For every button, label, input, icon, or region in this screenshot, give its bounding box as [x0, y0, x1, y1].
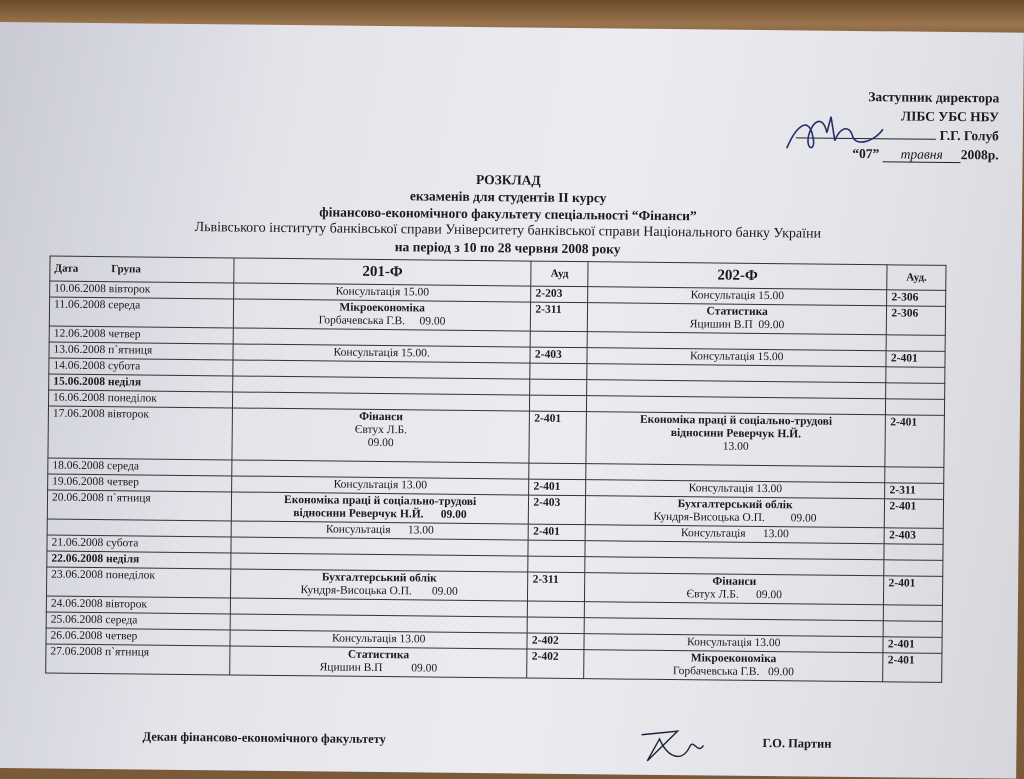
- cell-line: Консультація 13.00: [325, 523, 434, 537]
- header-aud-2: Ауд.: [887, 265, 946, 291]
- cell-aud-1: [528, 617, 585, 634]
- cell-aud-1: 2-402: [527, 633, 584, 650]
- cell-line: Економіка праці й соціально-трудові: [639, 413, 833, 428]
- cell-date: 18.06.2008 середа: [48, 458, 232, 476]
- cell-line: Бухгалтерський облік: [321, 571, 437, 585]
- cell-aud-1: [530, 379, 587, 396]
- cell-date: 16.06.2008 понеділок: [48, 390, 232, 408]
- cell-aud-1: 2-203: [531, 286, 588, 303]
- cell-group-201: [231, 492, 529, 524]
- cell-aud-2: [884, 621, 943, 638]
- cell-aud-2: [886, 383, 945, 400]
- cell-aud-2: [884, 544, 943, 561]
- cell-group-201: [233, 299, 531, 331]
- cell-line: Мікроекономіка: [339, 301, 426, 315]
- cell-aud-2: [884, 560, 943, 577]
- heading-line-5: на період з 10 по 28 червня 2008 року: [394, 239, 621, 257]
- cell-date: 10.06.2008 вівторок: [50, 281, 234, 299]
- header-group-202: 202-Ф: [588, 262, 888, 290]
- cell-date: 24.06.2008 вівторок: [46, 596, 230, 614]
- cell-line: Консультація 13.00: [333, 478, 428, 492]
- cell-aud-2: [887, 335, 946, 352]
- cell-aud-1: [528, 540, 585, 557]
- cell-line: Мікроекономіка: [690, 652, 777, 666]
- document-page: [0, 22, 1024, 779]
- cell-line: Консультація 13.00: [688, 482, 783, 496]
- cell-aud-2: [886, 399, 945, 416]
- document-title: РОЗКЛАД: [475, 171, 541, 188]
- dean-name: Г.О. Партин: [762, 736, 832, 751]
- cell-line: Фінанси: [712, 575, 757, 588]
- handwritten-signature: [779, 106, 890, 157]
- cell-aud-1: 2-402: [527, 649, 584, 679]
- cell-line: Консультація 15.00: [689, 350, 784, 364]
- cell-aud-2: [884, 605, 943, 622]
- cell-line: Яцишин В.П 09.00: [319, 661, 438, 675]
- cell-date: 23.06.2008 понеділок: [46, 567, 230, 598]
- cell-line: відносини Реверчук Н.Й. 09.00: [293, 507, 467, 521]
- cell-date: 17.06.2008 вівторок: [48, 406, 232, 460]
- cell-line: Економіка праці й соціально-трудові: [284, 494, 477, 509]
- cell-date: 20.06.2008 п`ятниця: [47, 490, 231, 521]
- cell-aud-1: 2-403: [529, 495, 586, 525]
- cell-line: Консультація 15.00: [335, 285, 430, 299]
- cell-line: Консультація 13.00: [680, 527, 789, 541]
- footer-signature: [142, 729, 863, 751]
- cell-line: Бухгалтерський облік: [677, 498, 793, 512]
- header-group-201: 201-Ф: [234, 258, 532, 286]
- cell-line: Горбачевська Г.В. 09.00: [672, 665, 794, 679]
- cell-aud-2: 2-401: [885, 499, 944, 529]
- approval-position: Заступник директора: [868, 89, 1000, 106]
- cell-aud-2: 2-401: [883, 637, 942, 654]
- cell-line: Фінанси: [359, 410, 403, 424]
- exam-schedule-table: [45, 256, 946, 683]
- cell-aud-1: [528, 556, 585, 573]
- dean-signature: [637, 727, 707, 768]
- cell-group-201: [232, 408, 530, 463]
- approval-date-month: травня: [883, 146, 961, 163]
- cell-group-202: [585, 496, 885, 528]
- cell-date: 25.06.2008 середа: [46, 612, 230, 630]
- cell-group-202: [586, 412, 886, 467]
- heading-line-2: екзаменів для студентів ІІ курсу: [409, 188, 607, 206]
- cell-aud-1: 2-311: [528, 572, 585, 602]
- cell-aud-2: 2-311: [885, 483, 944, 500]
- cell-aud-1: 2-403: [530, 347, 587, 364]
- cell-line: Євтух Л.Б. 09.00: [686, 588, 782, 602]
- heading-line-3: фінансово-економічного факультету спеціальності “Фінанси”: [319, 204, 697, 224]
- cell-date: 27.06.2008 п`ятниця: [46, 644, 230, 675]
- cell-date: 14.06.2008 субота: [49, 358, 233, 376]
- cell-aud-2: 2-401: [886, 351, 945, 368]
- cell-aud-1: [531, 331, 588, 348]
- cell-date: 15.06.2008 неділя: [49, 374, 233, 392]
- cell-line: Яцишин В.П 09.00: [689, 318, 785, 332]
- cell-aud-2: 2-401: [884, 576, 943, 606]
- cell-line: Горбачевська Г.В. 09.00: [318, 314, 446, 328]
- cell-aud-2: [885, 467, 944, 484]
- cell-group-202: [584, 573, 884, 605]
- cell-date: 19.06.2008 четвер: [48, 474, 232, 492]
- table-body: [46, 281, 946, 682]
- approval-name: Г.Г. Голуб: [939, 127, 999, 144]
- document-heading: [68, 167, 949, 261]
- cell-line: 09.00: [367, 436, 394, 450]
- cell-date: 11.06.2008 середа: [49, 297, 233, 328]
- cell-date: 22.06.2008 неділя: [47, 551, 231, 569]
- cell-aud-2: 2-306: [887, 290, 946, 307]
- cell-group-202: [584, 650, 884, 682]
- cell-line: Консультація 13.00: [686, 636, 781, 650]
- cell-line: Кундря-Висоцька О.П. 09.00: [653, 510, 817, 525]
- cell-group-201: [230, 646, 528, 678]
- cell-date: 12.06.2008 четвер: [49, 326, 233, 344]
- cell-aud-1: 2-311: [531, 302, 588, 332]
- cell-group-201: [230, 569, 528, 601]
- cell-aud-1: [529, 463, 586, 480]
- header-date-group: Дата Група: [50, 256, 234, 283]
- dean-title: Декан фінансово-економічного факультету: [142, 729, 387, 747]
- approval-institution: ЛІБС УБС НБУ: [900, 108, 1000, 125]
- cell-date: 13.06.2008 п`ятниця: [49, 342, 233, 360]
- header-aud-1: Ауд: [531, 261, 588, 287]
- cell-aud-2: 2-401: [883, 653, 942, 683]
- cell-group-202: [587, 303, 887, 335]
- cell-line: Консультація 13.00: [331, 632, 426, 646]
- table-row: [48, 406, 944, 467]
- cell-aud-2: 2-403: [885, 528, 944, 545]
- cell-aud-2: 2-306: [887, 306, 946, 336]
- cell-line: Статистика: [706, 305, 768, 319]
- cell-line: Консультація 15.00.: [333, 346, 430, 360]
- cell-line: 13.00: [722, 440, 749, 453]
- cell-line: Євтух Л.Б.: [354, 423, 408, 437]
- approval-block: [739, 86, 1000, 165]
- cell-line: Статистика: [347, 648, 410, 662]
- cell-aud-2: 2-401: [885, 415, 944, 468]
- cell-date: [47, 519, 231, 537]
- cell-date: 21.06.2008 субота: [47, 535, 231, 553]
- cell-aud-1: [530, 395, 587, 412]
- cell-aud-1: 2-401: [529, 479, 586, 496]
- cell-aud-2: [886, 367, 945, 384]
- approval-date-day: “07”: [852, 145, 880, 162]
- cell-aud-1: [530, 363, 587, 380]
- cell-aud-1: 2-401: [529, 524, 586, 541]
- heading-line-4: Львівського інституту банківської справи Університету банківської справи Національного банку України: [194, 220, 822, 242]
- cell-aud-1: [528, 601, 585, 618]
- cell-date: 26.06.2008 четвер: [46, 628, 230, 646]
- cell-line: відносини Реверчук Н.Й.: [670, 427, 802, 441]
- cell-aud-1: 2-401: [529, 411, 586, 464]
- cell-line: Консультація 15.00: [690, 289, 785, 303]
- cell-line: Кундря-Висоцька О.П. 09.00: [300, 584, 458, 598]
- approval-date-year: 2008р.: [960, 147, 999, 163]
